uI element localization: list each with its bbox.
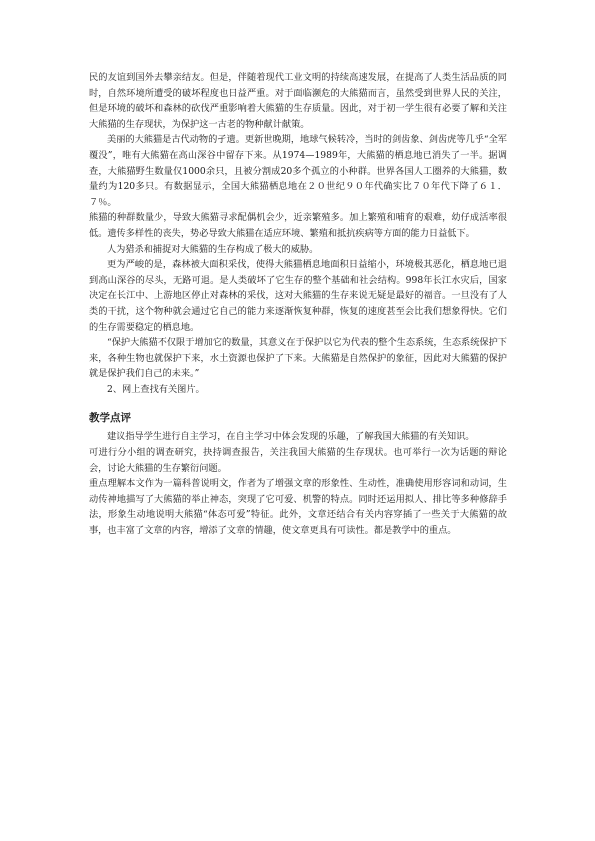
article-paragraph-4: 人为猎杀和捕捉对大熊猫的生存构成了极大的威胁。 bbox=[107, 243, 319, 255]
article-paragraph-2: 美丽的大熊猫是古代动物的孑遗。更新世晚期，地球气候转冷，当时的剑齿象、剑齿虎等几乎“全军覆没”，唯有大熊猫在高山深谷中留存下来。从1974—1989年，大熊猫的栖息地已消失了一半。据调查，大熊猫野生数量仅1000余只，且被分割成20多个孤立的小种群。世界各国人工圈养的大熊猫，数量约为120多只。有数据显示，全国大熊猫栖息地在２０世纪９０年代确实比７０年代下降了６１．７％。 bbox=[89, 134, 507, 208]
review-heading: 教学点评 bbox=[89, 412, 131, 425]
document-body bbox=[89, 70, 507, 539]
article-task-item: 2、网上查找有关图片。 bbox=[107, 383, 205, 395]
article-quote-paragraph: “保护大熊猫不仅限于增加它的数量，其意义在于保护以它为代表的整个生态系统，生态系统保护下来，各种生物也就保护下来，水土资源也保护了下来。大熊猫是自然保护的象征，因此对大熊猫的保护就是保护我们自己的未来。” bbox=[89, 337, 507, 380]
review-paragraph-2: 可进行分小组的调查研究，抉持调查报告，关注我国大熊猫的生存现状。也可举行一次为话题的辩论会，讨论大熊猫的生存繁衍问题。 bbox=[89, 447, 507, 474]
article-paragraph-3: 熊猫的种群数量少，导致大熊猫寻求配偶机会少，近亲繁殖多。加上繁殖和哺育的艰难，幼仔成活率很低。遗传多样性的丧失，势必导致大熊猫在适应环境、繁殖和抵抗疾病等方面的能力日益低下。 bbox=[89, 212, 507, 239]
article-paragraph-5: 更为严峻的是，森林被大面积采伐，使得大熊猫栖息地面积日益缩小，环境极其恶化，栖息地已退到高山深谷的尽头，无路可退。是人类破坏了它生存的整个基础和社会结构。998年长江水灾后，国家决定在长江中、上游地区停止对森林的采伐，这对大熊猫的生存来说无疑是最好的福音。一旦没有了人类的干扰，这个物种就会通过它自己的能力来逐渐恢复种群，恢复的速度甚至会比我们想象得快。它们的生存需要稳定的栖息地。 bbox=[89, 259, 507, 333]
article-paragraph-1: 民的友谊到国外去攀亲结友。但是，伴随着现代工业文明的持续高速发展，在提高了人类生活品质的同时，自然环境所遭受的破坏程度也日益严重。对于面临濒危的大熊猫而言，虽然受到世界人民的关注，但是环境的破坏和森林的砍伐严重影响着大熊猫的生存质量。因此，对于初一学生很有必要了解和关注大熊猫的生存现状，为保护这一古老的物种献计献策。 bbox=[89, 72, 507, 130]
review-paragraph-1: 建议指导学生进行自主学习，在自主学习中体会发现的乐趣，了解我国大熊猫的有关知识。 bbox=[107, 431, 475, 443]
review-paragraph-3: 重点理解本文作为一篇科普说明文，作者为了增强文章的形象性、生动性，准确使用形容词和动词，生动传神地描写了大熊猫的举止神态，突现了它可爱、机警的特点。同时还运用拟人、排比等多种修辞手法，形象生动地说明大熊猫“体态可爱”特征。此外，文章还结合有关内容穿插了一些关于大熊猫的故事，也丰富了文章的内容，增添了文章的情趣，使文章更具有可读性。都是教学中的重点。 bbox=[89, 478, 507, 537]
